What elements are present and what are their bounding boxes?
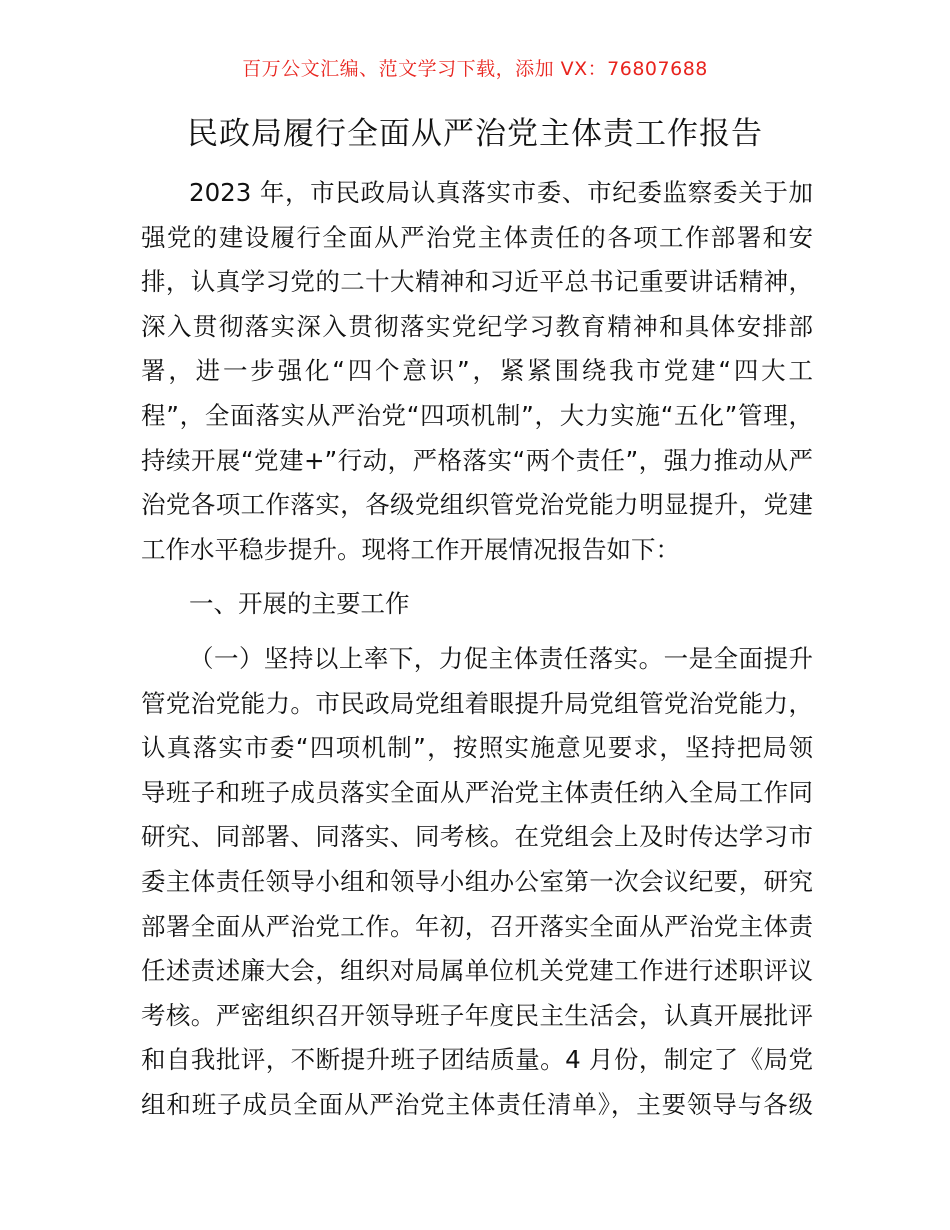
- paragraph-line: 治党各项工作落实，各级党组织管党治党能力明显提升，党建: [141, 490, 813, 520]
- paragraph-line: 委主体责任领导小组和领导小组办公室第一次会议纪要，研究: [141, 866, 813, 896]
- paragraph-line: 强党的建设履行全面从严治党主体责任的各项工作部署和安: [141, 222, 813, 252]
- paragraph-line: 署，进一步强化“四个意识”，紧紧围绕我市党建“四大工: [141, 356, 813, 386]
- section-heading-text: 一、开展的主要工作: [189, 589, 410, 619]
- paragraph-line: 和自我批评，不断提升班子团结质量。4 月份，制定了《局党: [141, 1045, 813, 1075]
- paragraph-line: 研究、同部署、同落实、同考核。在党组会上及时传达学习市: [141, 822, 813, 852]
- paragraph-line: 2023 年，市民政局认真落实市委、市纪委监察委关于加: [189, 178, 813, 207]
- paragraph-line: 持续开展“党建+”行动，严格落实“两个责任”，强力推动从严: [141, 445, 813, 475]
- document-title: 民政局履行全面从严治党主体责工作报告: [187, 116, 763, 152]
- paragraph-line: 组和班子成员全面从严治党主体责任清单》，主要领导与各级: [141, 1089, 813, 1119]
- paragraph-line: 考核。严密组织召开领导班子年度民主生活会，认真开展批评: [141, 1000, 813, 1030]
- header-note: 百万公文汇编、范文学习下载，添加 VX：76807688: [242, 58, 708, 80]
- paragraph-line: 任述责述廉大会，组织对局属单位机关党建工作进行述职评议: [141, 956, 813, 986]
- paragraph-line: 程”，全面落实从严治党“四项机制”，大力实施“五化”管理，: [141, 400, 813, 430]
- paragraph-line: 导班子和班子成员落实全面从严治党主体责任纳入全局工作同: [141, 777, 813, 807]
- paragraph-line: 部署全面从严治党工作。年初，召开落实全面从严治党主体责: [141, 911, 813, 941]
- paragraph-line: （一）坚持以上率下，力促主体责任落实。一是全面提升: [189, 643, 813, 673]
- paragraph-line: 认真落实市委“四项机制”，按照实施意见要求，坚持把局领: [141, 733, 813, 763]
- paragraph-line: 工作水平稳步提升。现将工作开展情况报告如下：: [141, 534, 680, 564]
- paragraph-intro: [141, 171, 813, 572]
- paragraph-line: 排，认真学习党的二十大精神和习近平总书记重要讲话精神，: [141, 267, 813, 297]
- paragraph-line: 管党治党能力。市民政局党组着眼提升局党组管党治党能力，: [141, 688, 813, 718]
- paragraph-line: 深入贯彻落实深入贯彻落实党纪学习教育精神和具体安排部: [141, 311, 813, 341]
- section-heading: [141, 582, 813, 627]
- paragraph-section-one: [141, 637, 813, 1128]
- document-body: [141, 171, 813, 1127]
